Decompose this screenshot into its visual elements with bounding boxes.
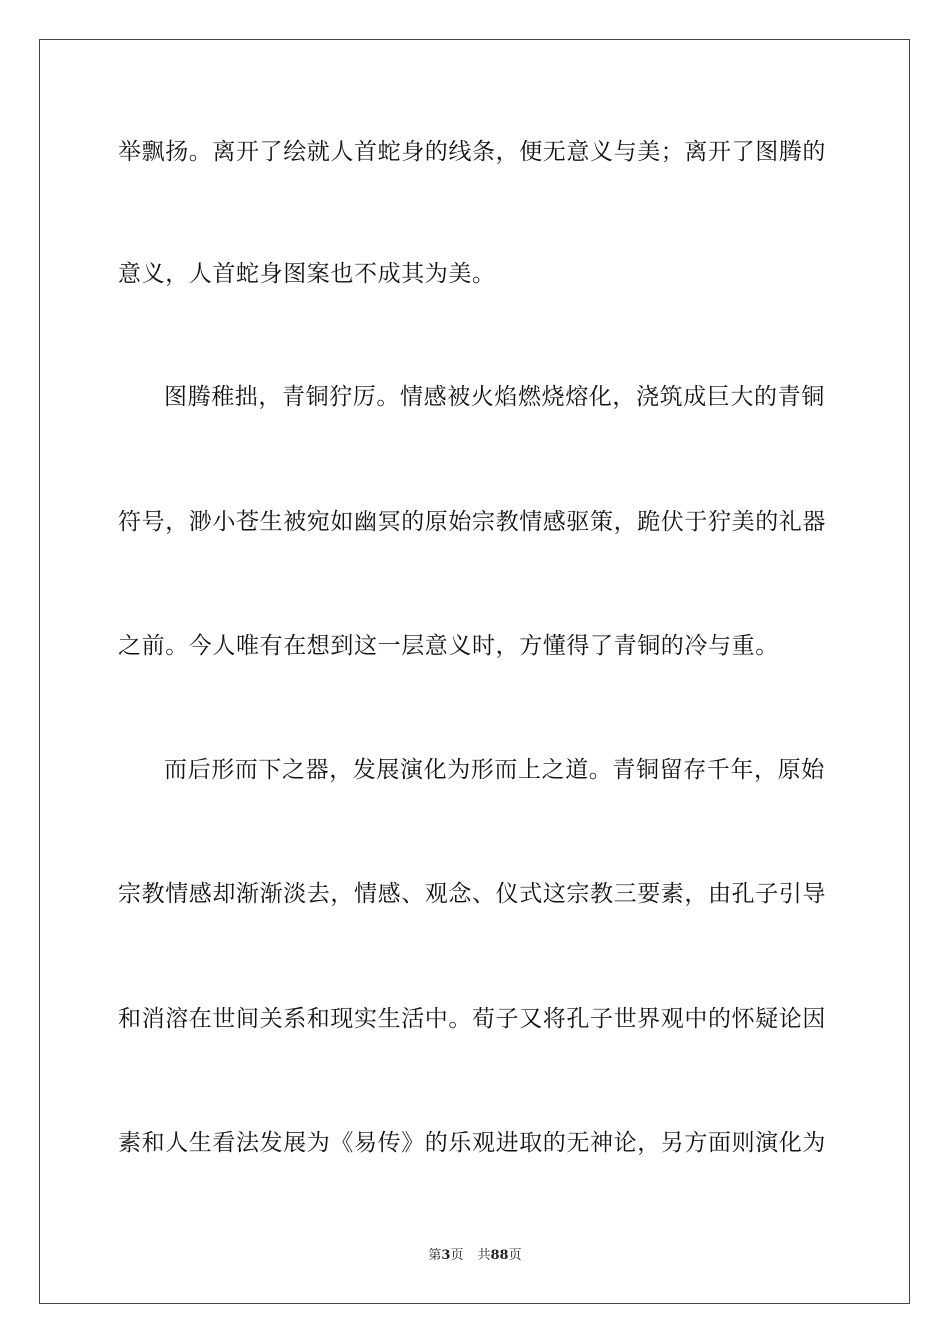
page-label-suffix: 页 — [450, 1248, 464, 1263]
current-page-number: 3 — [441, 1248, 451, 1263]
body-text-line: 之前。今人唯有在想到这一层意义时，方懂得了青铜的冷与重。 — [118, 633, 779, 659]
body-text-line: 符号，渺小苍生被宛如幽冥的原始宗教情感驱策，跪伏于狞美的礼器 — [118, 509, 826, 535]
paragraph-start-line: 图腾稚拙，青铜狞厉。情感被火焰燃烧熔化，浇筑成巨大的青铜 — [164, 384, 825, 410]
page-footer — [0, 1247, 950, 1265]
page-label-prefix: 第 — [428, 1248, 442, 1263]
body-text-line: 宗教情感却渐渐淡去，情感、观念、仪式这宗教三要素，由孔子引导 — [118, 881, 826, 907]
paragraph-start-line: 而后形而下之器，发展演化为形而上之道。青铜留存千年，原始 — [164, 757, 825, 783]
total-page-count: 88 — [490, 1248, 509, 1263]
page-border — [39, 39, 910, 1304]
total-label-prefix: 共 — [477, 1248, 491, 1263]
body-text-line: 素和人生看法发展为《易传》的乐观进取的无神论，另方面则演化为 — [118, 1130, 826, 1156]
body-text-line: 和消溶在世间关系和现实生活中。荀子又将孔子世界观中的怀疑论因 — [118, 1006, 826, 1032]
body-text-line: 举飘扬。离开了绘就人首蛇身的线条，便无意义与美；离开了图腾的 — [118, 139, 826, 165]
total-label-suffix: 页 — [508, 1248, 522, 1263]
body-text-line: 意义，人首蛇身图案也不成其为美。 — [118, 261, 496, 287]
